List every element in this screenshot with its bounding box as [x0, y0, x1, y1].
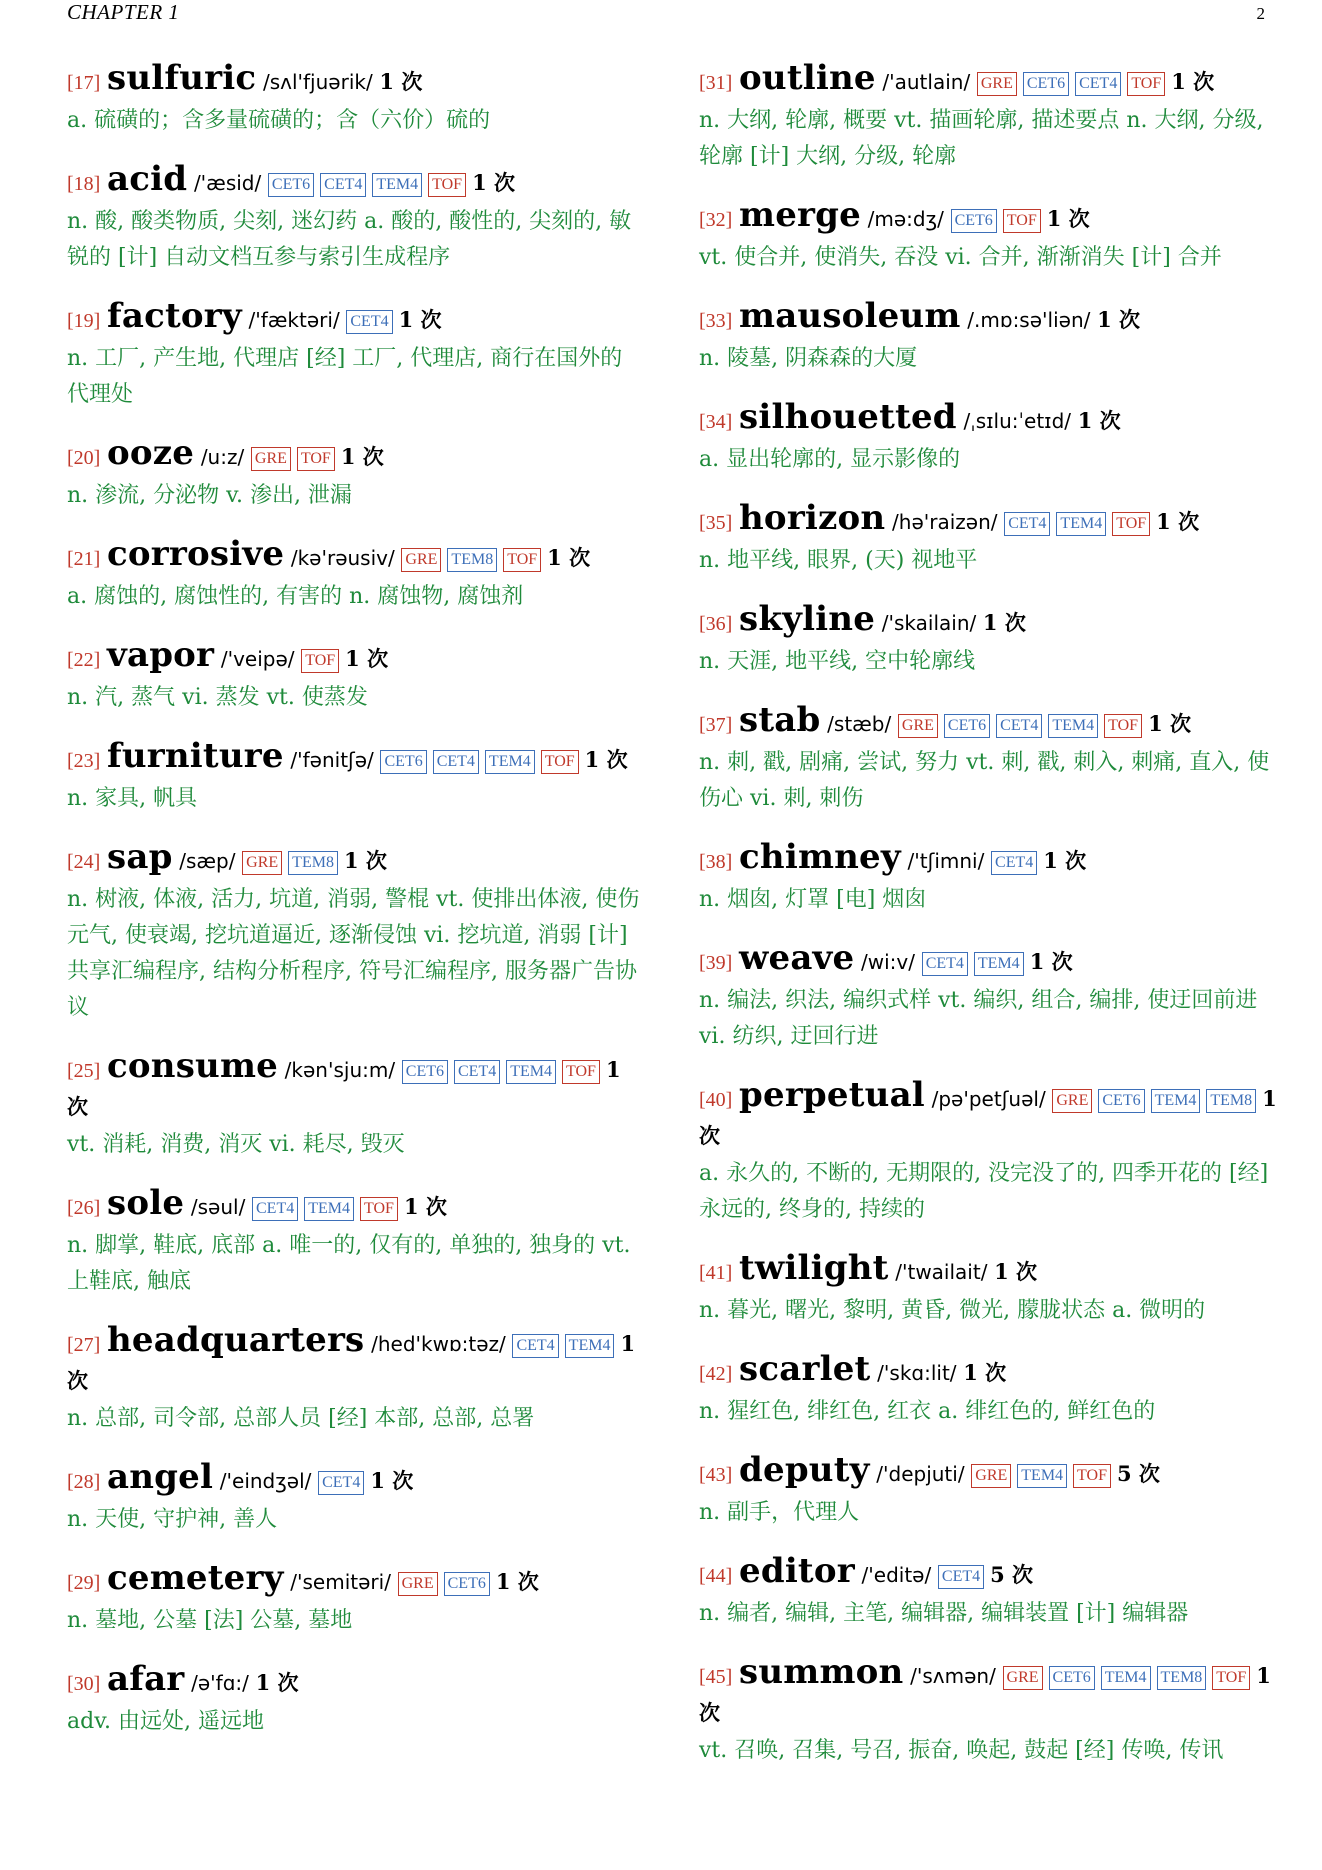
vocab-entry — [67, 738, 642, 817]
entry-headline — [699, 1077, 1279, 1154]
phonetic: /hed'kwɒ:təz/ — [371, 1332, 506, 1356]
phonetic: /'autlain/ — [882, 70, 971, 94]
headword: perpetual — [739, 1075, 925, 1115]
exam-tag: CET6 — [402, 1060, 448, 1084]
exam-tag: CET4 — [1075, 72, 1121, 96]
headword: deputy — [739, 1450, 870, 1490]
headword: furniture — [107, 736, 284, 776]
vocab-entry — [67, 298, 642, 413]
vocab-entry — [699, 1077, 1279, 1228]
vocab-entry — [67, 637, 642, 716]
entry-headline — [699, 60, 1279, 101]
entry-index: [43] — [699, 1464, 733, 1486]
phonetic: /ə'fɑ:/ — [191, 1671, 249, 1695]
frequency-count: 1 次 — [1046, 206, 1090, 231]
exam-tag: GRE — [1003, 1666, 1043, 1690]
frequency-count: 1 次 — [1171, 69, 1215, 94]
exam-tag: TOF — [301, 649, 339, 673]
vocab-entry — [699, 839, 1279, 918]
exam-tag: TOF — [297, 447, 335, 471]
entry-index: [32] — [699, 209, 733, 231]
exam-tag: TEM4 — [1048, 714, 1098, 738]
definition: vt. 消耗, 消费, 消灭 vi. 耗尽, 毁灭 — [67, 1132, 405, 1157]
entry-headline — [67, 435, 642, 476]
phonetic: /sʌl'fjuərik/ — [262, 70, 373, 94]
exam-tag: TOF — [1104, 714, 1142, 738]
entry-index: [17] — [67, 72, 101, 94]
exam-tag: GRE — [971, 1464, 1011, 1488]
vocab-entry — [699, 298, 1279, 377]
entry-index: [20] — [67, 447, 101, 469]
phonetic: /kən'sju:m/ — [284, 1058, 396, 1082]
exam-tag: TEM4 — [372, 173, 422, 197]
frequency-count: 5 次 — [990, 1562, 1034, 1587]
phonetic: /səul/ — [190, 1195, 246, 1219]
headword: chimney — [739, 837, 901, 877]
entry-index: [33] — [699, 310, 733, 332]
phonetic: /hə'raizən/ — [892, 510, 998, 534]
definition: n. 暮光, 曙光, 黎明, 黄昏, 微光, 朦胧状态 a. 微明的 — [699, 1298, 1206, 1323]
exam-tag: CET6 — [944, 714, 990, 738]
exam-tag: TOF — [1073, 1464, 1111, 1488]
vocab-entry — [67, 536, 642, 615]
entry-headline — [699, 500, 1279, 541]
entry-index: [37] — [699, 714, 733, 736]
headword: mausoleum — [739, 296, 961, 336]
entry-headline — [699, 1351, 1279, 1392]
entry-index: [31] — [699, 72, 733, 94]
definition: vt. 召唤, 召集, 号召, 振奋, 唤起, 鼓起 [经] 传唤, 传讯 — [699, 1738, 1224, 1763]
exam-tag: TOF — [562, 1060, 600, 1084]
page-number: 2 — [1256, 4, 1265, 23]
frequency-count: 1 次 — [340, 444, 384, 469]
headword: corrosive — [107, 534, 285, 574]
exam-tag: CET4 — [346, 310, 392, 334]
frequency-count: 5 次 — [1116, 1461, 1160, 1486]
exam-tag: CET4 — [320, 173, 366, 197]
exam-tag: CET4 — [512, 1334, 558, 1358]
entry-headline — [699, 1553, 1279, 1594]
frequency-count: 1 次 — [1148, 711, 1192, 736]
vocab-entry — [67, 1185, 642, 1300]
headword: sap — [107, 837, 173, 877]
exam-tag: CET4 — [996, 714, 1042, 738]
entry-headline — [67, 1048, 642, 1125]
entry-headline — [67, 738, 642, 779]
exam-tag: TOF — [1127, 72, 1165, 96]
entry-headline — [67, 1322, 642, 1399]
phonetic: /u:z/ — [200, 445, 245, 469]
vocab-entry — [67, 1322, 642, 1437]
phonetic: /'skailain/ — [881, 611, 977, 635]
frequency-count: 1 次 — [584, 747, 628, 772]
exam-tag: TEM8 — [288, 851, 338, 875]
exam-tag: TEM4 — [304, 1197, 354, 1221]
entry-headline — [67, 839, 642, 880]
frequency-count: 1 次 — [398, 307, 442, 332]
left-column — [67, 60, 642, 1762]
entry-index: [40] — [699, 1089, 733, 1111]
exam-tag: TEM8 — [447, 548, 497, 572]
exam-tag: TEM8 — [1157, 1666, 1207, 1690]
exam-tag: GRE — [251, 447, 291, 471]
entry-index: [26] — [67, 1197, 101, 1219]
exam-tag: TEM4 — [1151, 1089, 1201, 1113]
exam-tag: TOF — [503, 548, 541, 572]
chapter-title: CHAPTER 1 — [67, 0, 180, 24]
entry-index: [39] — [699, 952, 733, 974]
frequency-count: 1 次 — [67, 1331, 636, 1393]
entry-index: [35] — [699, 512, 733, 534]
definition: n. 家具, 帆具 — [67, 786, 198, 811]
definition: n. 汽, 蒸气 vi. 蒸发 vt. 使蒸发 — [67, 685, 368, 710]
running-header — [67, 0, 1265, 32]
phonetic: /kə'rəusiv/ — [290, 546, 395, 570]
entry-headline — [699, 298, 1279, 339]
entry-index: [38] — [699, 851, 733, 873]
frequency-count: 1 次 — [343, 848, 387, 873]
exam-tag: GRE — [977, 72, 1017, 96]
phonetic: /'eindʒəl/ — [219, 1469, 312, 1493]
entry-headline — [67, 1185, 642, 1226]
headword: stab — [739, 700, 821, 740]
frequency-count: 1 次 — [67, 1057, 621, 1119]
headword: angel — [107, 1457, 214, 1497]
exam-tag: TEM4 — [1101, 1666, 1151, 1690]
definition: n. 地平线, 眼界, (天) 视地平 — [699, 548, 978, 573]
phonetic: /'veipə/ — [220, 647, 295, 671]
entry-index: [41] — [699, 1262, 733, 1284]
vocab-entry — [699, 60, 1279, 175]
entry-index: [36] — [699, 613, 733, 635]
exam-tag: TOF — [428, 173, 466, 197]
headword: cemetery — [107, 1558, 284, 1598]
exam-tag: CET4 — [1004, 512, 1050, 536]
headword: merge — [739, 195, 861, 235]
exam-tag: TOF — [1003, 209, 1041, 233]
phonetic: /'fənitʃə/ — [290, 748, 374, 772]
exam-tag: CET4 — [454, 1060, 500, 1084]
frequency-count: 1 次 — [994, 1259, 1038, 1284]
definition: n. 总部, 司令部, 总部人员 [经] 本部, 总部, 总署 — [67, 1406, 535, 1431]
headword: sole — [107, 1183, 185, 1223]
entry-index: [18] — [67, 173, 101, 195]
frequency-count: 1 次 — [1097, 307, 1140, 332]
vocab-entry — [67, 1661, 642, 1740]
vocab-entry — [67, 1048, 642, 1163]
vocab-entry — [699, 1250, 1279, 1329]
vocab-entry — [699, 1452, 1279, 1531]
definition: n. 渗流, 分泌物 v. 渗出, 泄漏 — [67, 483, 352, 508]
vocab-entry — [699, 601, 1279, 680]
definition: n. 天涯, 地平线, 空中轮廓线 — [699, 649, 976, 674]
phonetic: /sæp/ — [179, 849, 236, 873]
vocab-entry — [67, 1560, 642, 1639]
exam-tag: CET4 — [252, 1197, 298, 1221]
definition: n. 工厂, 产生地, 代理店 [经] 工厂, 代理店, 商行在国外的代理处 — [67, 346, 623, 407]
exam-tag: TOF — [360, 1197, 398, 1221]
exam-tag: TEM8 — [1206, 1089, 1256, 1113]
entry-index: [28] — [67, 1471, 101, 1493]
definition: n. 大纲, 轮廓, 概要 vt. 描画轮廓, 描述要点 n. 大纲, 分级, 轮廓 [计] 大纲, 分级, 轮廓 — [699, 108, 1264, 169]
entry-index: [30] — [67, 1673, 101, 1695]
entry-index: [27] — [67, 1334, 101, 1356]
headword: twilight — [739, 1248, 889, 1288]
definition: n. 天使, 守护神, 善人 — [67, 1507, 278, 1532]
vocab-entry — [67, 60, 642, 139]
exam-tag: TEM4 — [974, 952, 1024, 976]
headword: ooze — [107, 433, 195, 473]
frequency-count: 1 次 — [547, 545, 591, 570]
vocab-entry — [699, 197, 1279, 276]
exam-tag: TEM4 — [506, 1060, 556, 1084]
entry-headline — [699, 197, 1279, 238]
entry-headline — [67, 60, 642, 101]
entry-headline — [699, 399, 1279, 440]
vocab-entry — [699, 1351, 1279, 1430]
frequency-count: 1 次 — [403, 1194, 447, 1219]
definition: n. 脚掌, 鞋底, 底部 a. 唯一的, 仅有的, 单独的, 独身的 vt. 上鞋底, 触底 — [67, 1233, 631, 1294]
frequency-count: 1 次 — [1156, 509, 1200, 534]
phonetic: /mə:dʒ/ — [867, 207, 944, 231]
frequency-count: 1 次 — [963, 1360, 1007, 1385]
entry-index: [42] — [699, 1363, 733, 1385]
exam-tag: CET6 — [268, 173, 314, 197]
entry-index: [21] — [67, 548, 101, 570]
entry-headline — [699, 940, 1279, 981]
definition: a. 永久的, 不断的, 无期限的, 没完没了的, 四季开花的 [经] 永远的, 终身的, 持续的 — [699, 1161, 1269, 1222]
exam-tag: GRE — [898, 714, 938, 738]
headword: editor — [739, 1551, 855, 1591]
definition: n. 酸, 酸类物质, 尖刻, 迷幻药 a. 酸的, 酸性的, 尖刻的, 敏锐的 [计] 自动文档互参与索引生成程序 — [67, 209, 632, 270]
exam-tag: GRE — [242, 851, 282, 875]
phonetic: /'depjuti/ — [876, 1462, 965, 1486]
entry-index: [24] — [67, 851, 101, 873]
exam-tag: TEM4 — [1017, 1464, 1067, 1488]
headword: weave — [739, 938, 855, 978]
headword: summon — [739, 1652, 904, 1692]
frequency-count: 1 次 — [699, 1086, 1277, 1148]
frequency-count: 1 次 — [699, 1663, 1271, 1725]
definition: a. 腐蚀的, 腐蚀性的, 有害的 n. 腐蚀物, 腐蚀剂 — [67, 584, 524, 609]
phonetic: /'editə/ — [861, 1563, 932, 1587]
vocab-entry — [699, 702, 1279, 817]
definition: n. 猩红色, 绯红色, 红衣 a. 绯红色的, 鲜红色的 — [699, 1399, 1156, 1424]
phonetic: /'tʃimni/ — [907, 849, 985, 873]
exam-tag: CET6 — [1023, 72, 1069, 96]
headword: scarlet — [739, 1349, 871, 1389]
exam-tag: CET6 — [951, 209, 997, 233]
definition: n. 烟囱, 灯罩 [电] 烟囱 — [699, 887, 927, 912]
phonetic: /'æsid/ — [193, 171, 262, 195]
exam-tag: CET4 — [922, 952, 968, 976]
vocab-entry — [699, 940, 1279, 1055]
entry-headline — [699, 1654, 1279, 1731]
exam-tag: CET6 — [1098, 1089, 1144, 1113]
phonetic: /.mɒ:sə'liən/ — [967, 308, 1091, 332]
frequency-count: 1 次 — [495, 1569, 539, 1594]
entry-headline — [67, 536, 642, 577]
exam-tag: TEM4 — [565, 1334, 615, 1358]
vocab-entry — [699, 399, 1279, 478]
exam-tag: CET4 — [991, 851, 1037, 875]
vocab-entry — [699, 1654, 1279, 1769]
frequency-count: 1 次 — [1077, 408, 1121, 433]
frequency-count: 1 次 — [345, 646, 389, 671]
phonetic: /'twailait/ — [895, 1260, 988, 1284]
definition: n. 树液, 体液, 活力, 坑道, 消弱, 警棍 vt. 使排出体液, 使伤元气, 使衰竭, 挖坑道逼近, 逐渐侵蚀 vi. 挖坑道, 消弱 [计] 共享汇编程序, 结构分析程序, 符号汇编程序, 服务器广告协议 — [67, 887, 640, 1020]
frequency-count: 1 次 — [370, 1468, 414, 1493]
exam-tag: CET4 — [318, 1471, 364, 1495]
headword: consume — [107, 1046, 278, 1086]
entry-headline — [699, 702, 1279, 743]
entry-headline — [699, 1452, 1279, 1493]
entry-index: [45] — [699, 1666, 733, 1688]
entry-headline — [67, 1661, 642, 1702]
entry-headline — [67, 1560, 642, 1601]
vocab-entry — [67, 839, 642, 1026]
phonetic: /'sʌmən/ — [910, 1664, 996, 1688]
entry-index: [19] — [67, 310, 101, 332]
headword: factory — [107, 296, 242, 336]
phonetic: /wi:v/ — [861, 950, 915, 974]
vocab-entry — [699, 500, 1279, 579]
headword: sulfuric — [107, 58, 257, 98]
phonetic: /ˌsɪlu:ˈetɪd/ — [963, 409, 1072, 433]
headword: horizon — [739, 498, 886, 538]
definition: n. 编者, 编辑, 主笔, 编辑器, 编辑装置 [计] 编辑器 — [699, 1601, 1189, 1626]
frequency-count: 1 次 — [472, 170, 516, 195]
exam-tag: CET6 — [444, 1572, 490, 1596]
exam-tag: TEM4 — [1056, 512, 1106, 536]
entry-index: [23] — [67, 750, 101, 772]
headword: acid — [107, 159, 188, 199]
entry-index: [25] — [67, 1060, 101, 1082]
headword: outline — [739, 58, 876, 98]
entry-headline — [67, 637, 642, 678]
definition: a. 显出轮廓的, 显示影像的 — [699, 447, 961, 472]
entry-headline — [699, 601, 1279, 642]
headword: headquarters — [107, 1320, 365, 1360]
vocab-entry — [67, 435, 642, 514]
frequency-count: 1 次 — [982, 610, 1026, 635]
definition: n. 墓地, 公墓 [法] 公墓, 墓地 — [67, 1608, 353, 1633]
entry-headline — [67, 298, 642, 339]
headword: vapor — [107, 635, 215, 675]
frequency-count: 1 次 — [1029, 949, 1073, 974]
entry-index: [22] — [67, 649, 101, 671]
definition: vt. 使合并, 使消失, 吞没 vi. 合并, 渐渐消失 [计] 合并 — [699, 245, 1222, 270]
entry-headline — [699, 839, 1279, 880]
exam-tag: CET4 — [433, 750, 479, 774]
definition: n. 副手，代理人 — [699, 1500, 860, 1525]
headword: afar — [107, 1659, 185, 1699]
exam-tag: CET6 — [1049, 1666, 1095, 1690]
phonetic: /'skɑ:lit/ — [877, 1361, 957, 1385]
exam-tag: CET6 — [380, 750, 426, 774]
entry-headline — [67, 1459, 642, 1500]
definition: n. 编法, 织法, 编织式样 vt. 编织, 组合, 编排, 使迂回前进 vi. 纺织, 迂回行进 — [699, 988, 1258, 1049]
entry-headline — [699, 1250, 1279, 1291]
entry-headline — [67, 161, 642, 202]
definition: n. 陵墓, 阴森森的大厦 — [699, 346, 918, 371]
phonetic: /'semitəri/ — [290, 1570, 391, 1594]
exam-tag: GRE — [401, 548, 441, 572]
headword: silhouetted — [739, 397, 957, 437]
phonetic: /'fæktəri/ — [248, 308, 340, 332]
vocab-entry — [67, 161, 642, 276]
entry-index: [44] — [699, 1565, 733, 1587]
frequency-count: 1 次 — [1043, 848, 1087, 873]
phonetic: /stæb/ — [827, 712, 892, 736]
vocab-entry — [67, 1459, 642, 1538]
definition: adv. 由远处, 遥远地 — [67, 1709, 264, 1734]
exam-tag: TOF — [1112, 512, 1150, 536]
frequency-count: 1 次 — [379, 69, 423, 94]
headword: skyline — [739, 599, 876, 639]
phonetic: /pə'petʃuəl/ — [931, 1087, 1046, 1111]
exam-tag: GRE — [1052, 1089, 1092, 1113]
definition: n. 刺, 戳, 剧痛, 尝试, 努力 vt. 刺, 戳, 刺入, 刺痛, 直入, 使伤心 vi. 刺, 刺伤 — [699, 750, 1270, 811]
right-column — [699, 60, 1279, 1791]
exam-tag: CET4 — [938, 1565, 984, 1589]
vocab-entry — [699, 1553, 1279, 1632]
frequency-count: 1 次 — [255, 1670, 299, 1695]
exam-tag: TEM4 — [485, 750, 535, 774]
entry-index: [29] — [67, 1572, 101, 1594]
definition: a. 硫磺的；含多量硫磺的；含（六价）硫的 — [67, 108, 491, 133]
exam-tag: GRE — [398, 1572, 438, 1596]
entry-index: [34] — [699, 411, 733, 433]
exam-tag: TOF — [1212, 1666, 1250, 1690]
exam-tag: TOF — [541, 750, 579, 774]
